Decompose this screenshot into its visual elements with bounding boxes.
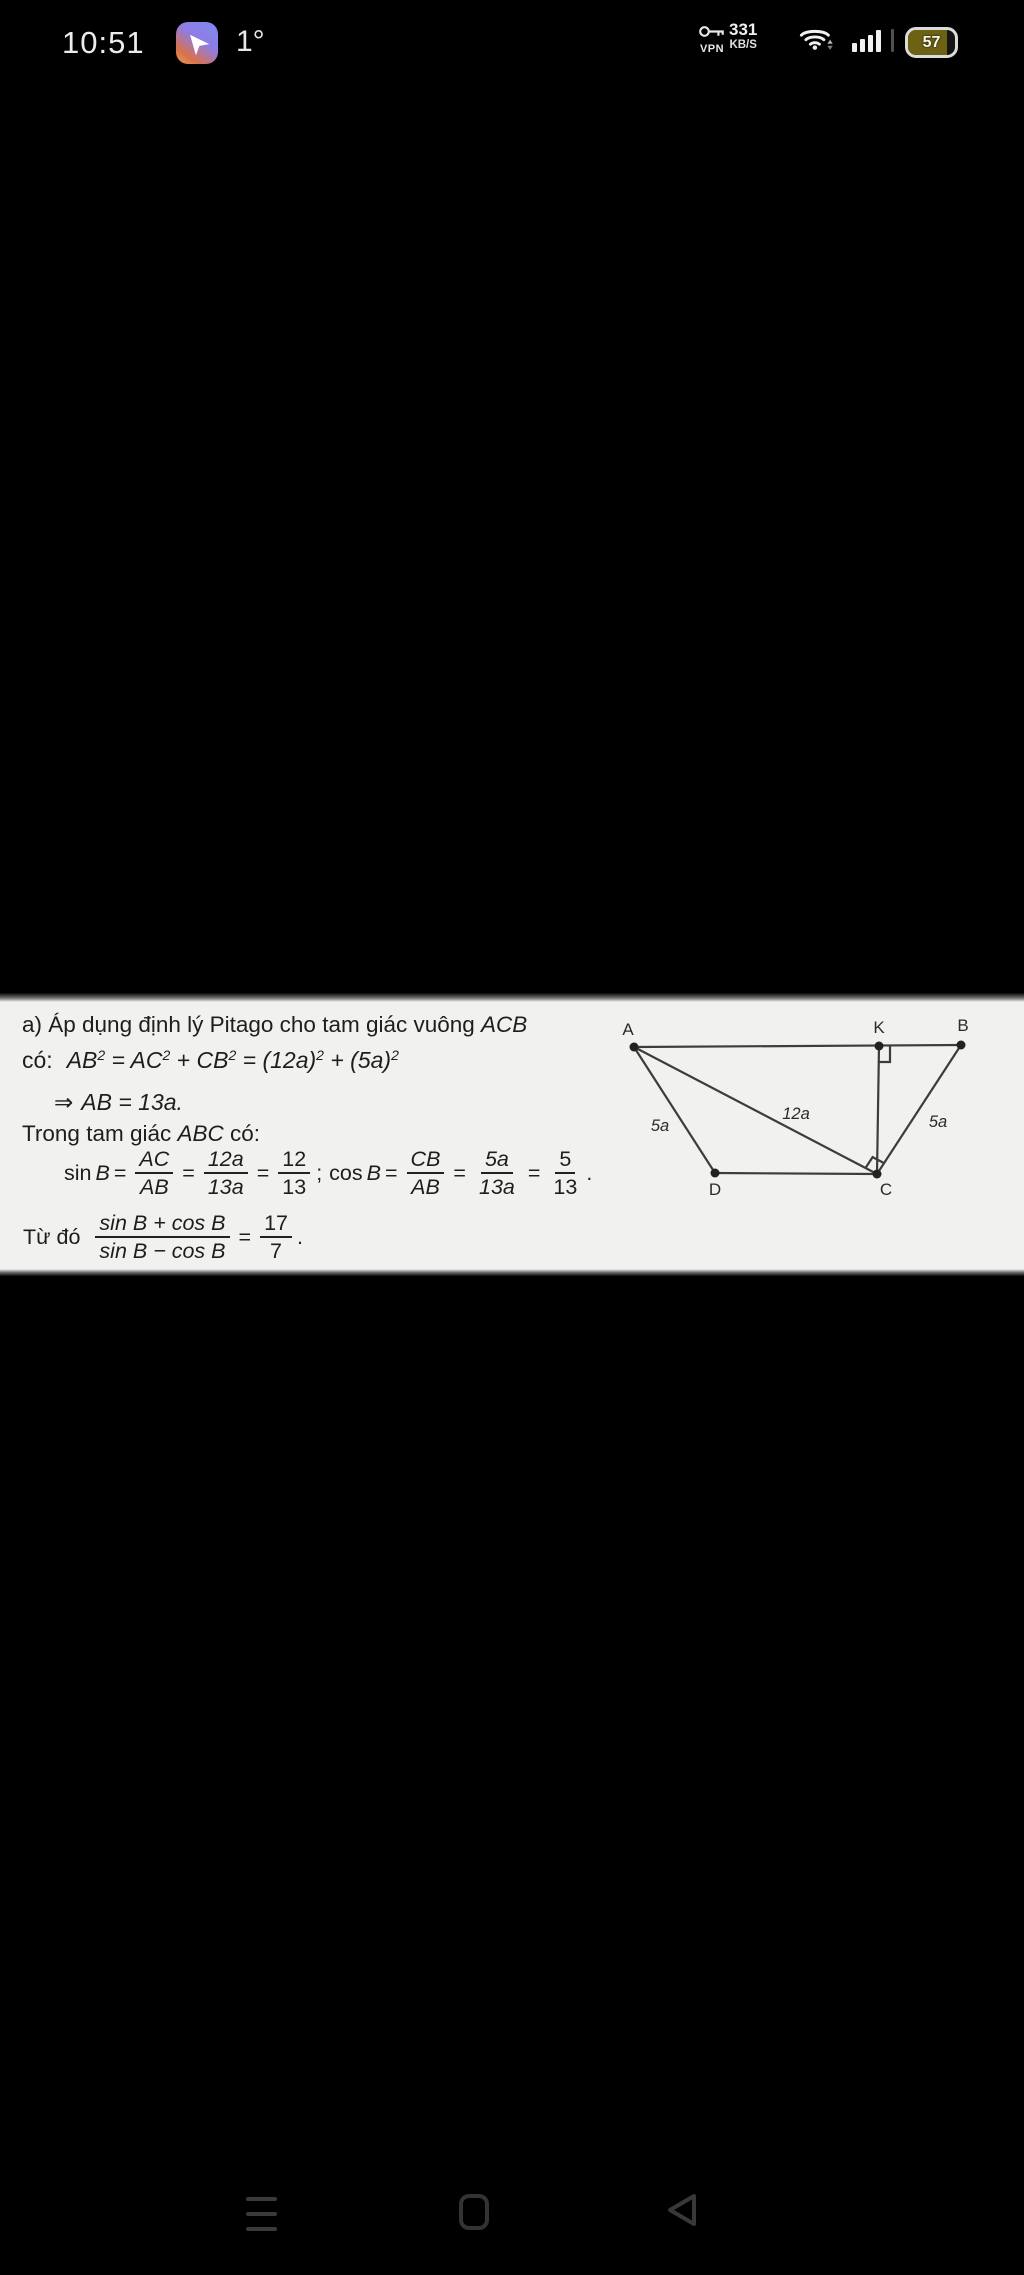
vertex-label-b: B: [957, 1016, 969, 1035]
network-speed-unit: KB/S: [729, 38, 757, 51]
status-bar: [0, 0, 1024, 84]
vertex-label-c: C: [879, 1180, 893, 1199]
vpn-indicator: [695, 24, 729, 55]
solution-line-4: Trong tam giác ABC có:: [22, 1121, 261, 1146]
app-notification-icon: [176, 22, 218, 64]
menu-icon: [246, 2212, 277, 2216]
menu-icon: [246, 2227, 277, 2231]
side-label-cb: 5a: [928, 1113, 948, 1131]
network-speed-indicator: [729, 21, 757, 51]
sin-cos-equation: sin B = $\frac{AC}{AB}$ = $\frac{12a}{13a}$ = $\frac{12}{13}$ ; cos B = $\frac{CB}{AB}$ = $\frac{5a}{13a}$ = $\frac{5}{13}$ .: [64, 1146, 593, 1199]
fraction-ac-ab: $\frac{AC}{AB}$: [135, 1147, 173, 1199]
clock: 10:51: [62, 25, 145, 60]
battery-percent: 57: [922, 33, 941, 51]
vertex-label-k: K: [873, 1018, 885, 1037]
network-speed-value: 331: [729, 20, 758, 39]
vpn-key-icon: [697, 24, 727, 39]
fraction-17-7: $\frac{17}{7}$: [260, 1211, 292, 1263]
conclusion-equation: Từ đó $\frac{\text{sin B + cos B}}{\text{sin B − cos B}}$ = $\frac{17}{7}$ .: [23, 1210, 303, 1263]
navigation-bar: [0, 2180, 1024, 2250]
side-label-ac: 12a: [782, 1105, 810, 1123]
vertex-label-a: A: [622, 1020, 634, 1039]
fraction-12a-13a: $\frac{12a}{13a}$: [204, 1147, 248, 1199]
panel-top-edge: [0, 993, 1024, 1002]
implies-arrow: ⇒: [54, 1089, 74, 1115]
fraction-cb-ab: $\frac{CB}{AB}$: [407, 1147, 445, 1199]
back-button[interactable]: [662, 2190, 704, 2232]
send-arrow-icon: [184, 30, 210, 56]
fraction-5-13: $\frac{5}{13}$: [553, 1146, 578, 1199]
home-button[interactable]: [459, 2194, 489, 2230]
math-solution-panel: [0, 993, 1024, 1276]
recents-button[interactable]: [246, 2197, 277, 2231]
solution-line-3: [54, 1089, 183, 1116]
line2-label: có:: [22, 1047, 53, 1073]
battery-icon: [905, 27, 958, 58]
line3-math: AB = 13a.: [81, 1089, 183, 1115]
menu-icon: [246, 2197, 277, 2201]
solution-line-2: [22, 1047, 399, 1074]
line1-math: ACB: [481, 1012, 528, 1037]
fraction-12-13: $\frac{12}{13}$: [278, 1147, 310, 1199]
notification-count: 1°: [236, 25, 265, 58]
geometry-diagram: [616, 1013, 1016, 1208]
signal-bars-icon: [852, 28, 894, 52]
pythagoras-formula: $AB^2 = AC^2 + CB^2 = (12a)^2 + (5a)^2$: [66, 1047, 399, 1073]
line1-text: a) Áp dụng định lý Pitago cho tam giác vuông: [22, 1012, 482, 1037]
vertex-label-d: D: [708, 1180, 722, 1199]
vpn-label: VPN: [699, 43, 725, 55]
fraction-sin-plus-cos: $\frac{\text{sin B + cos B}}{\text{sin B − cos B}}$: [95, 1211, 229, 1263]
panel-bottom-edge: [0, 1269, 1024, 1276]
side-label-ad: 5a: [650, 1117, 670, 1135]
fraction-5a-13a: $\frac{5a}{13a}$: [478, 1146, 515, 1199]
wifi-icon: [798, 24, 834, 57]
solution-line-1: [22, 1012, 527, 1038]
back-icon: [662, 2190, 704, 2232]
